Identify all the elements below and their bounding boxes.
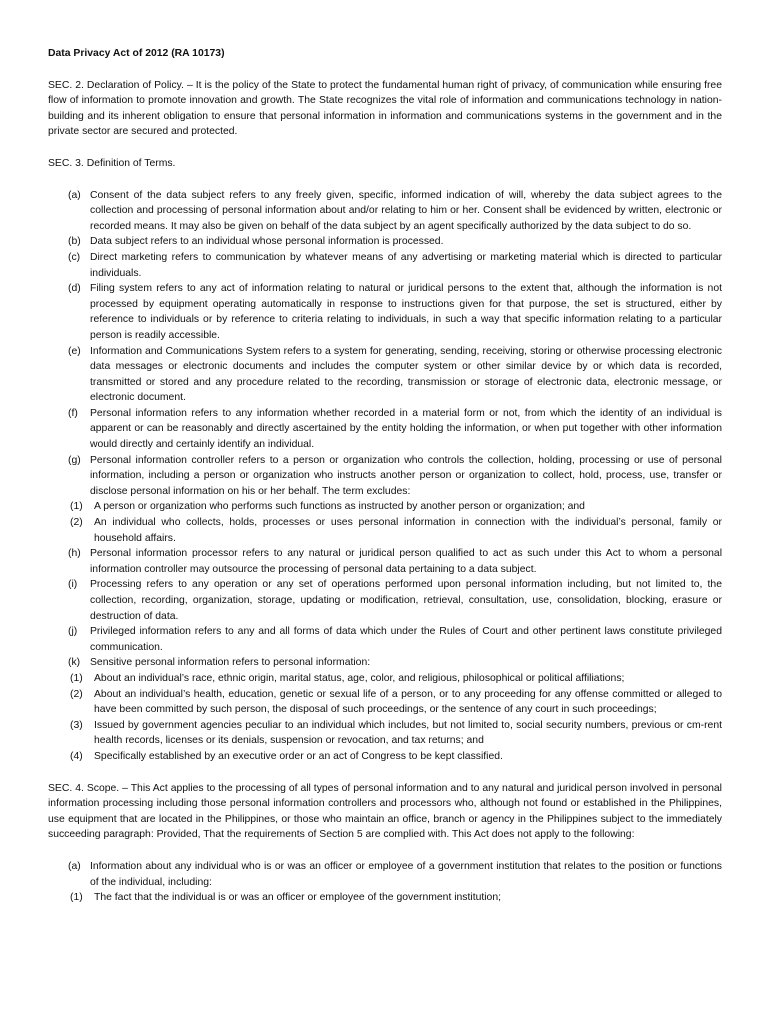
item-label: (g): [68, 454, 81, 466]
definition-item-b: [48, 234, 722, 250]
definition-item-d: [48, 281, 722, 343]
definition-item-k: [48, 655, 722, 671]
item-label: (e): [68, 345, 81, 357]
k-subitem-2: [48, 687, 722, 718]
spacer: [48, 765, 722, 781]
item-text: Filing system refers to any act of information relating to natural or juridical persons to the extent that, although the information is not processed by equipment operating automatically in response to instructions given for that purpose, the set is structured, either by reference to individuals or by reference to criteria relating to individuals, in such a way that specific information relating to a particular person is readily accessible.: [90, 283, 722, 341]
k-subitem-4: [48, 749, 722, 765]
subitem-label: (1): [70, 501, 83, 513]
item-label: (d): [68, 283, 81, 295]
definition-item-i: [48, 577, 722, 624]
exclusion-subitem-1: [48, 890, 722, 906]
subitem-text: About an individual’s health, education, genetic or sexual life of a person, or to any proceeding for any offense committed or alleged to have been committed by such person, the disposal of such proceedings, or the sentence of any court in such proceedings;: [94, 688, 722, 716]
definition-item-h: [48, 546, 722, 577]
definition-item-a: [48, 188, 722, 235]
item-label: (j): [68, 626, 78, 638]
subitem-text: Specifically established by an executive order or an act of Congress to be kept classified.: [94, 750, 503, 762]
item-text: Personal information processor refers to any natural or juridical person qualified to act as such under this Act to whom a personal information controller may outsource the processing of personal data pertaining to a data subject.: [90, 548, 722, 575]
subitem-text: Issued by government agencies peculiar to an individual which includes, but not limited to, social security numbers, previous or cm-rent health records, licenses or its denials, suspension or revocation, and tax returns; and: [94, 719, 722, 747]
section-2-paragraph: SEC. 2. Declaration of Policy. – It is the policy of the State to protect the fundamental human right of privacy, of communication while ensuring free flow of information to promote innovation and growth. The State recognizes the vital role of information and communications technology in nation-building and its inherent obligation to ensure that personal information in information and communications systems in the government and in the private sector are secured and protected.: [48, 79, 722, 138]
item-text: Processing refers to any operation or any set of operations performed upon personal information including, but not limited to, the collection, recording, organization, storage, updating or modification, retrieval, consultation, use, consolidation, blocking, erasure or destruction of data.: [90, 579, 722, 622]
item-text: Direct marketing refers to communication by whatever means of any advertising or marketing material which is directed to particular individuals.: [90, 251, 722, 279]
item-label: (a): [68, 189, 81, 201]
section-3-definitions-list: [48, 188, 722, 765]
item-text: Information about any individual who is or was an officer or employee of a government institution that relates to the position or functions of the individual, including:: [90, 860, 722, 888]
section-3-heading: SEC. 3. Definition of Terms.: [48, 157, 176, 169]
k-subitem-3: [48, 718, 722, 749]
item-label: (k): [68, 657, 81, 669]
item-text: Personal information controller refers to a person or organization who controls the collection, holding, processing or use of personal information, including a person or organization who instructs another person or organization to collect, hold, process, use, transfer or disclose personal information on his or her behalf. The term excludes:: [90, 454, 722, 497]
subitem-label: (4): [70, 750, 83, 762]
subitem-label: (2): [70, 688, 83, 700]
k-subitem-1: [48, 671, 722, 687]
subitem-label: (1): [70, 672, 83, 684]
item-label: (b): [68, 236, 81, 248]
subitem-text: A person or organization who performs such functions as instructed by another person or organization; and: [94, 501, 585, 513]
section-4-exclusions-list: [48, 859, 722, 906]
definition-item-g: [48, 453, 722, 500]
item-label: (a): [68, 860, 81, 872]
item-label: (i): [68, 579, 78, 591]
definition-item-j: [48, 624, 722, 655]
item-text: Sensitive personal information refers to personal information:: [90, 657, 371, 669]
exclusion-item-a: [48, 859, 722, 890]
section-4-paragraph: SEC. 4. Scope. – This Act applies to the processing of all types of personal information and to any natural and juridical person involved in personal information processing including those personal information controllers and processors who, although not found or established in the Philippines, use equipment that are located in the Philippines, or those who maintain an office, branch or agency in the Philippines subject to the immediately succeeding paragraph: Provided, That the requirements of Section 5 are complied with. This Act does not apply to the following:: [48, 782, 722, 841]
g-subitem-2: [48, 515, 722, 546]
definition-item-e: [48, 344, 722, 406]
item-label: (c): [68, 251, 81, 263]
item-text: Personal information refers to any information whether recorded in a material form or not, from which the identity of an individual is apparent or can be reasonably and directly ascertained by the entity holding the information, or when put together with other information would directly and certainly identify an individual.: [90, 407, 722, 451]
subitem-label: (2): [70, 517, 83, 529]
definition-item-f: [48, 406, 722, 453]
subitem-text: An individual who collects, holds, processes or uses personal information in connection with the individual’s personal, family or household affairs.: [94, 517, 722, 544]
subitem-label: (1): [70, 892, 83, 904]
item-text: Data subject refers to an individual whose personal information is processed.: [90, 236, 444, 248]
definition-item-c: [48, 250, 722, 281]
item-text: Consent of the data subject refers to any freely given, specific, informed indication of will, whereby the data subject agrees to the collection and processing of personal information about and/or relating to him or her. Consent shall be evidenced by written, electronic or recorded means. It may also be given on behalf of the data subject by an agent specifically authorized by the data subject to do so.: [90, 189, 722, 232]
item-label: (h): [68, 548, 81, 560]
subitem-label: (3): [70, 719, 83, 731]
item-text: Information and Communications System refers to a system for generating, sending, receiving, storing or otherwise processing electronic data messages or electronic documents and includes the computer system or other similar device by or which data is recorded, transmitted or stored and any procedure related to the recording, transmission or storage of electronic data, electronic message, or electronic document.: [90, 345, 722, 404]
document-title: Data Privacy Act of 2012 (RA 10173): [48, 48, 225, 59]
item-label: (f): [68, 407, 78, 419]
item-text: Privileged information refers to any and all forms of data which under the Rules of Court and other pertinent laws constitute privileged communication.: [90, 626, 722, 653]
g-subitem-1: [48, 499, 722, 515]
subitem-text: The fact that the individual is or was an officer or employee of the government institution;: [94, 892, 501, 904]
subitem-text: About an individual’s race, ethnic origin, marital status, age, color, and religious, philosophical or political affiliations;: [94, 672, 625, 684]
